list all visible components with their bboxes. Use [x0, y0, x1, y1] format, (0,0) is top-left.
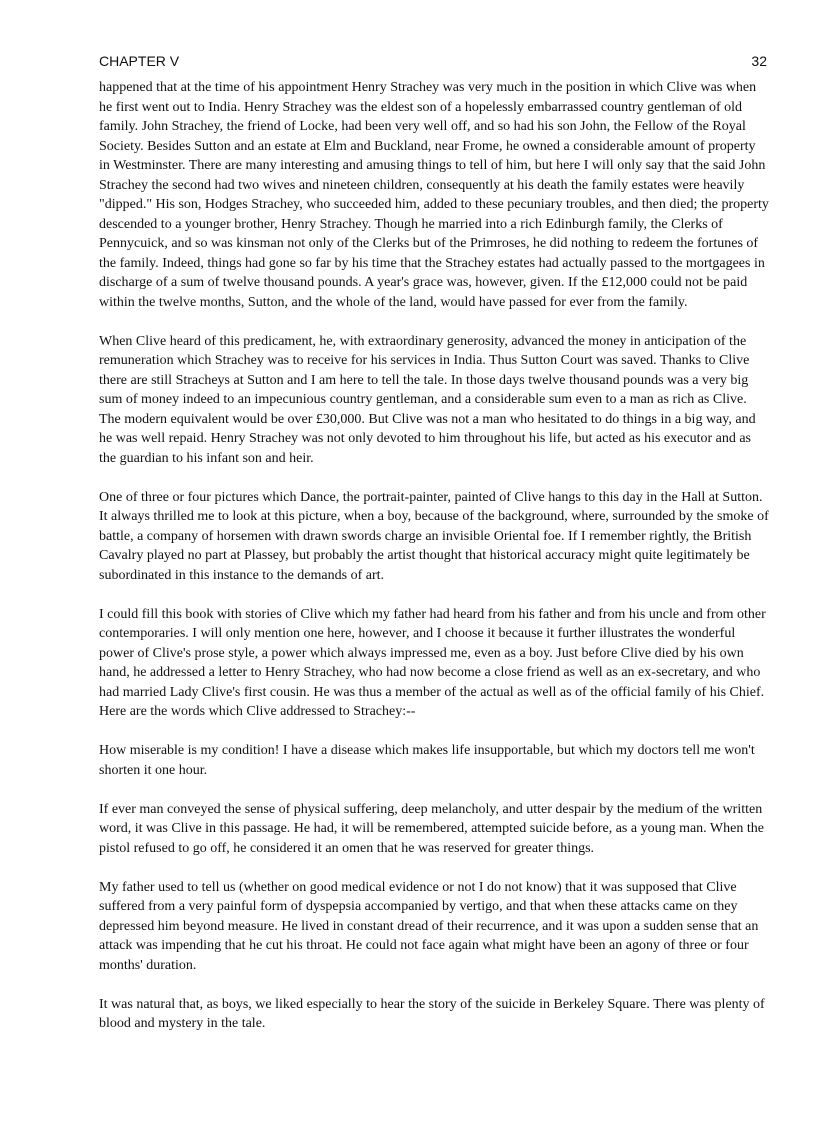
page-header: [99, 53, 767, 71]
paragraph-clive-generosity: When Clive heard of this predicament, he, with extraordinary generosity, advanced the money in anticipation of the remuneration which Strachey was to receive for his services in India. Thus Sutton Court was saved. Thanks to Clive there are still Stracheys at Sutton and I am here to tell the tale. In those days twelve thousand pounds was a very big sum of money indeed to an impecunious country gentleman, and a considerable sum even to a man as rich as Clive. The modern equivalent would be over £30,000. But Clive was not a man who hesitated to do things in a big way, and he was well repaid. Henry Strachey was not only devoted to him throughout his life, but acted as his executor and as the guardian to his infant son and heir.: [99, 333, 756, 466]
page-number: 32: [751, 53, 767, 69]
paragraph-berkeley-square: It was natural that, as boys, we liked especially to hear the story of the suicide in Berkeley Square. There was plenty of blood and mystery in the tale.: [99, 996, 765, 1031]
paragraph-dance-portrait: One of three or four pictures which Dance, the portrait-painter, painted of Clive hangs to this day in the Hall at Sutton. It always thrilled me to look at this picture, when a boy, because of the background, where, surrounded by the smoke of battle, a company of horsemen with drawn swords charge an invisible Oriental foe. If I remember rightly, the British Cavalry played no part at Plassey, but probably the artist thought that historical accuracy might quite legitimately be subordinated in this instance to the demands of art.: [99, 489, 769, 583]
paragraph-clive-stories: I could fill this book with stories of Clive which my father had heard from his father and from his uncle and from other contemporaries. I will only mention one here, however, and I choose it because it further illustrates the wonderful power of Clive's prose style, a power which always impressed me, even as a boy. Just before Clive died by his own hand, he addressed a letter to Henry Strachey, who had now become a close friend as well as an ex-secretary, and who had married Lady Clive's first cousin. He was thus a member of the actual as well as of the official family of his Chief. Here are the words which Clive addressed to Strachey:--: [99, 606, 766, 719]
body-text: [99, 78, 769, 1053]
paragraph-despair: If ever man conveyed the sense of physical suffering, deep melancholy, and utter despair by the medium of the written word, it was Clive in this passage. He had, it will be remembered, attempted suicide before, as a young man. When the pistol refused to go off, he considered it an omen that he was reserved for greater things.: [99, 801, 764, 856]
paragraph-clive-quote: How miserable is my condition! I have a disease which makes life insupportable, but which my doctors tell me won't shorten it one hour.: [99, 743, 755, 778]
chapter-heading: CHAPTER V: [99, 53, 180, 69]
paragraph-strachey-family: happened that at the time of his appointment Henry Strachey was very much in the position in which Clive was when he first went out to India. Henry Strachey was the eldest son of a hopelessly embarrassed country gentleman of old family. John Strachey, the friend of Locke, had been very well off, and so had his son John, the Fellow of the Royal Society. Besides Sutton and an estate at Elm and Buckland, near Frome, he owned a considerable amount of property in Westminster. There are many interesting and amusing things to tell of him, but here I will only say that the said John Strachey the second had two wives and nineteen children, consequently at his death the family estates were heavily "dipped." His son, Hodges Strachey, who succeeded him, added to these pecuniary troubles, and then died; the property descended to a younger brother, Henry Strachey. Though he married into a rich Edinburgh family, the Clerks of Pennycuick, and so was kinsman not only of the Clerks but of the Primroses, he did nothing to redeem the fortunes of the family. Indeed, things had gone so far by his time that the Strachey estates had actually passed to the mortgagees in discharge of a sum of twelve thousand pounds. A year's grace was, however, given. If the £12,000 could not be paid within the twelve months, Sutton, and the whole of the land, would have passed for ever from the family.: [99, 80, 769, 310]
paragraph-dyspepsia: My father used to tell us (whether on good medical evidence or not I do not know) that it was supposed that Clive suffered from a very painful form of dyspepsia accompanied by vertigo, and that when these attacks came on they depressed him beyond measure. He lived in constant dread of their recurrence, and it was upon a sudden sense that an attack was impending that he cut his throat. He could not face again what might have been an agony of three or four months' duration.: [99, 879, 759, 973]
